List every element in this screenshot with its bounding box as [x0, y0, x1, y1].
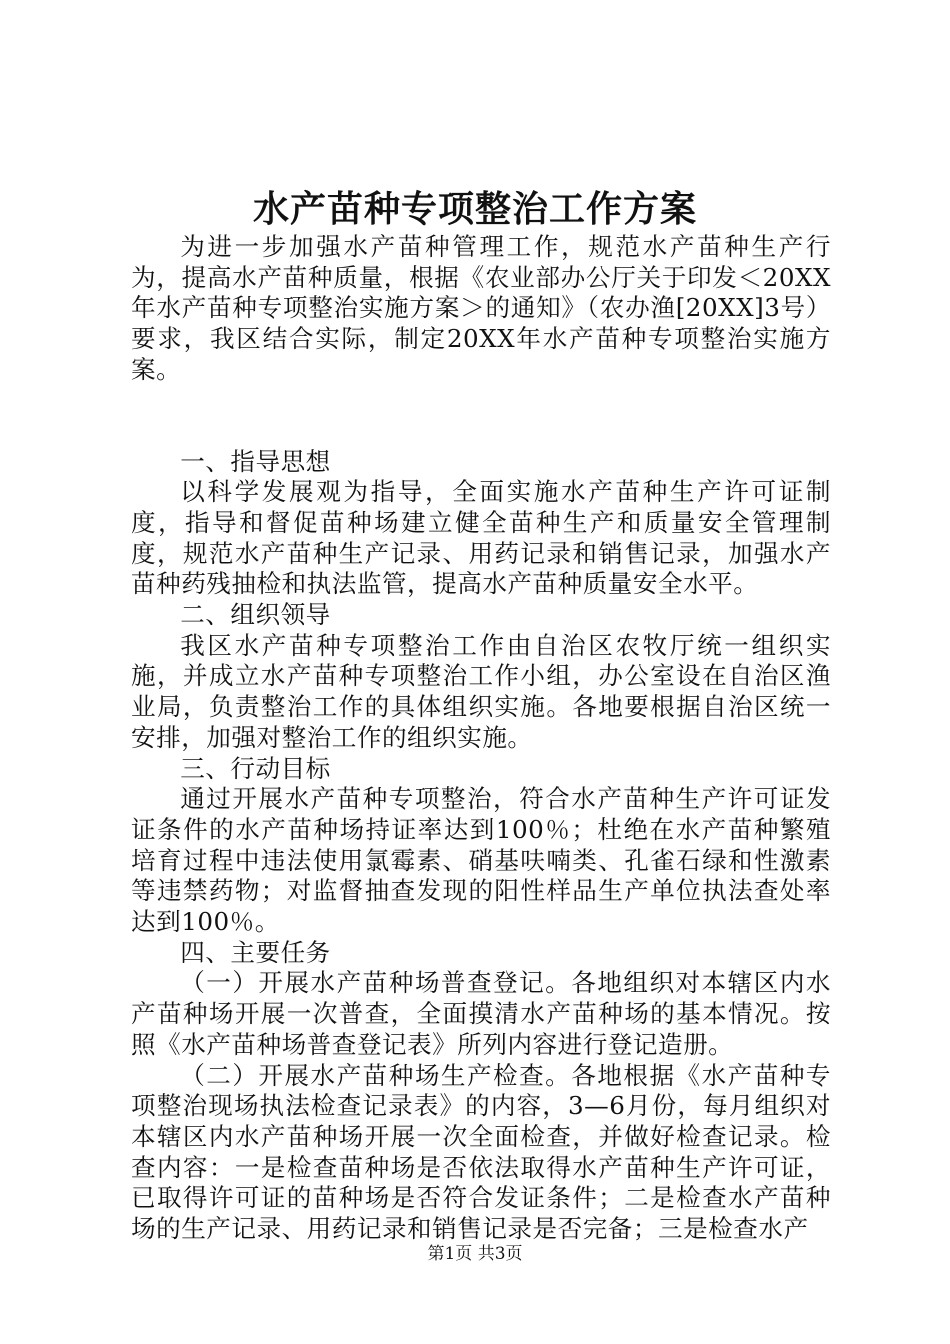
section-paragraph: （二）开展水产苗种场生产检查。各地根据《水产苗种专项整治现场执法检查记录表》的内容，3—6月份，每月组织对本辖区内水产苗种场开展一次全面检查，并做好检查记录。检查内容：一是检查苗种场是否依法取得水产苗种生产许可证，已取得许可证的苗种场是否符合发证条件；二是检查水产苗种场的生产记录、用药记录和销售记录是否完备；三是检查水产	[131, 1060, 831, 1244]
section-heading-action-goals: 三、行动目标	[180, 753, 331, 783]
section-heading-guiding-ideology: 一、指导思想	[180, 446, 331, 476]
intro-paragraph: 为进一步加强水产苗种管理工作，规范水产苗种生产行为，提高水产苗种质量，根据《农业部办公厅关于印发＜20XX年水产苗种专项整治实施方案＞的通知》（农办渔[20XX]3号）要求，我区结合实际，制定20XX年水产苗种专项整治实施方案。	[131, 232, 831, 384]
document-body	[131, 232, 831, 1245]
section-paragraph: （一）开展水产苗种场普查登记。各地组织对本辖区内水产苗种场开展一次普查，全面摸清水产苗种场的基本情况。按照《水产苗种场普查登记表》所列内容进行登记造册。	[131, 968, 831, 1059]
section-paragraph: 我区水产苗种专项整治工作由自治区农牧厅统一组织实施，并成立水产苗种专项整治工作小组，办公室设在自治区渔业局，负责整治工作的具体组织实施。各地要根据自治区统一安排，加强对整治工作的组织实施。	[131, 630, 831, 752]
section-heading-main-tasks: 四、主要任务	[180, 937, 331, 967]
page-number-footer: 第1页 共3页	[427, 1244, 523, 1264]
section-paragraph: 以科学发展观为指导，全面实施水产苗种生产许可证制度，指导和督促苗种场建立健全苗种生产和质量安全管理制度，规范水产苗种生产记录、用药记录和销售记录，加强水产苗种药残抽检和执法监管，提高水产苗种质量安全水平。	[131, 477, 831, 599]
document-title: 水产苗种专项整治工作方案	[252, 188, 697, 230]
section-paragraph: 通过开展水产苗种专项整治，符合水产苗种生产许可证发证条件的水产苗种场持证率达到100％；杜绝在水产苗种繁殖培育过程中违法使用氯霉素、硝基呋喃类、孔雀石绿和性激素等违禁药物；对监督抽查发现的阳性样品生产单位执法查处率达到100％。	[131, 784, 831, 937]
section-heading-organization: 二、组织领导	[180, 600, 331, 630]
